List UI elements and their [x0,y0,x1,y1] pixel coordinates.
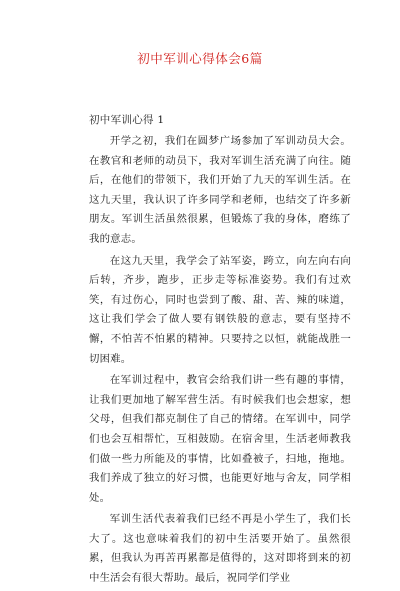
paragraph-3: 在军训过程中，教官会给我们讲一些有趣的事情，让我们更加地了解军营生活。有时候我们也会想家，想父母，但我们都克制住了自己的情绪。在军训中，同学们也会互相帮忙，互相鼓励。在宿舍里，生活老师教我们做一些力所能及的事情，比如叠被子，扫地，拖地。我们养成了独立的好习惯，也能更好地与舍友，同学相处。 [89,374,351,504]
paragraph-2: 在这九天里，我学会了站军姿，跨立，向左向右向后转，齐步，跑步，正步走等标准姿势。我们有过欢笑，有过伤心，同时也尝到了酸、甜、苦、辣的味道，这让我们学会了做人要有钢铁般的意志，要有坚持不懈，不怕苦不怕累的精神。只要持之以恒，就能战胜一切困难。 [89,254,351,365]
document-title: 初中军训心得体会6篇 [137,51,263,66]
paragraph-1: 开学之初，我们在圆梦广场参加了军训动员大会。在教官和老师的动员下，我对军训生活充满了向往。随后，在他们的带领下，我们开始了九天的军训生活。在这九天里，我认识了许多同学和老师，也结交了许多新朋友。军训生活虽然很累，但锻炼了我的身体，磨练了我的意志。 [89,135,351,245]
document-body [89,132,351,591]
paragraph-4: 军训生活代表着我们已经不再是小学生了，我们长大了。这也意味着我们的初中生活要开始了。虽然很累，但我认为再苦再累都是值得的，这对即将到来的初中生活会有很大帮助。最后，祝同学们学业 [89,513,351,585]
section-heading: 初中军训心得 1 [89,114,165,126]
